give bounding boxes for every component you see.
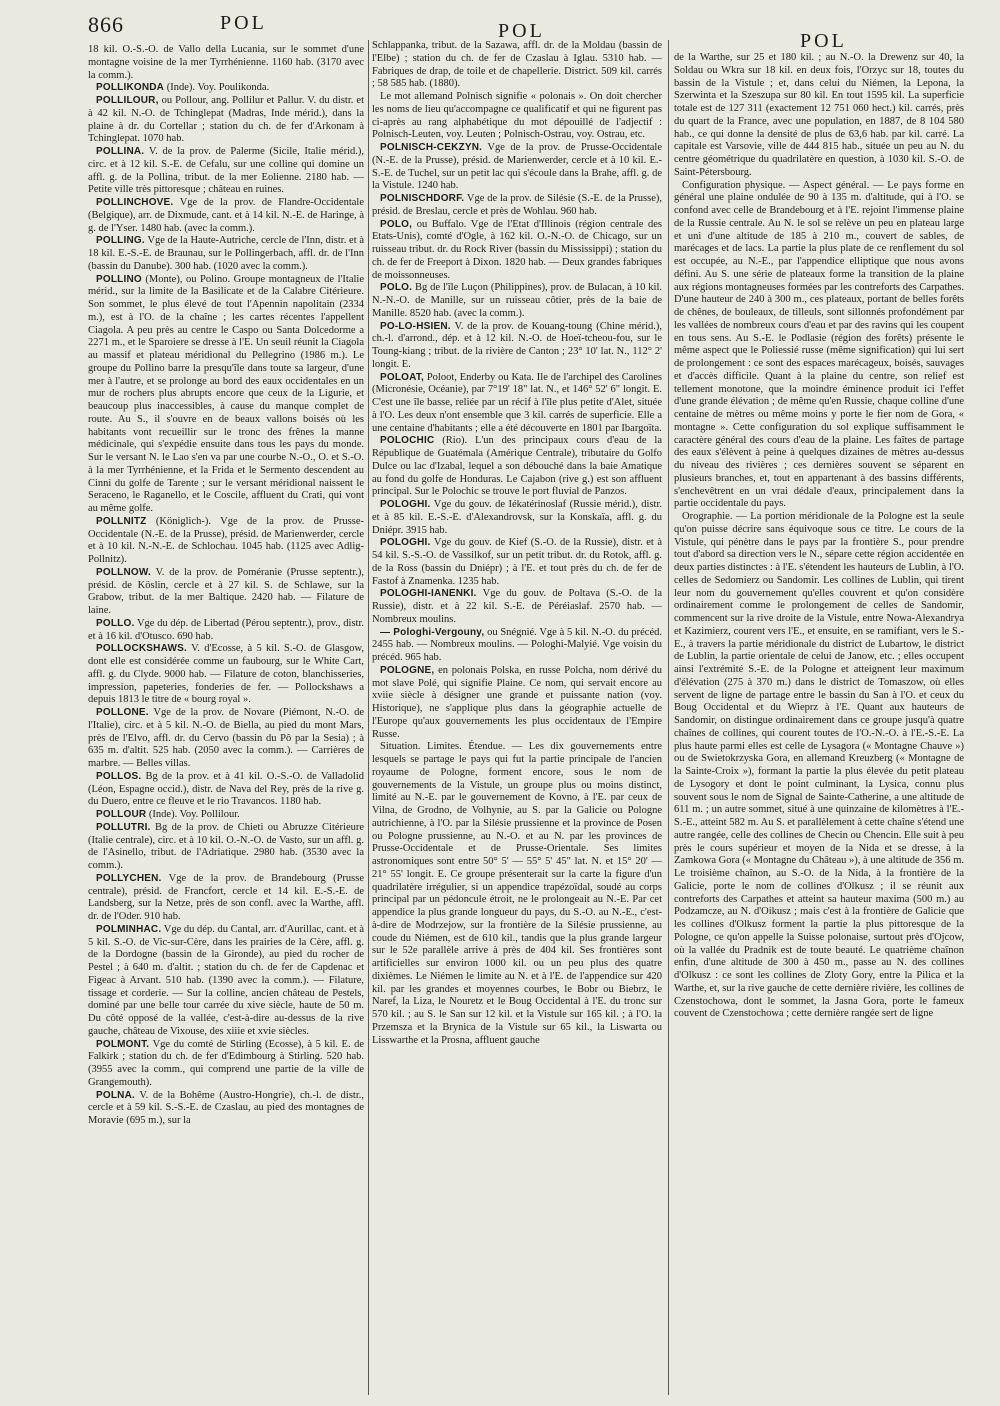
entry-headword: POLLOCKSHAWS.: [96, 643, 187, 655]
entry-text: Vge de la prov. de Novare (Piémont, N.-O. de l'Italie), circ. et à 5 kil. N.-O. de Biella, au pied du mont Mars, près de l'Elvo, affl. dr. du Cervo (bassin du Pô par la Sesia) ; à 635 m. d'altit. 525 hab. (2050 avec la comm.). — Carrières de marbre. — Belles villas.: [88, 707, 364, 769]
entry-headword: POLO,: [380, 218, 413, 230]
entry-headword: POLNISCH-CEKZYN.: [380, 142, 483, 153]
entry-headword: POLNA.: [96, 1089, 135, 1101]
entry-text: de la Warthe, sur 25 et 180 kil. ; au N.-O. la Drewenz sur 40, la Soldau ou Wkra sur 18 kil. en deux fois, l'Orzyc sur 18, toutes du bassin de la Vistule ; et, dans celui du Niémen, la Lepona, la Szerwinta et la Szeszupa sur 80 kil. En tout 1595 kil. La superficie totale est de 127 311 (exactement 12 751 060 hect.) kil. carrés, près du quart de la France, avec une population, en 1887, de 8 104 580 hab., ce qui donne la densité de plus de 63,6 hab. par kil. carré. La capitale est Varsovie, ville de 444 815 hab., située un peu au N. du centre géométrique du quadrilatère en question, à 1030 kil. S.-O. de Saint-Pétersbourg.: [674, 52, 964, 178]
text-column-2: [372, 40, 662, 1390]
dictionary-entry: [372, 91, 662, 142]
entry-text: (Monte), ou Polino. Groupe montagneux de l'Italie mérid., sur la limite de la Basilicate et de la Calabre Citérieure. Son sommet, le plus élevé de tout l'Apennin napolitain (2334 m.), est à l'O. de la chaîne ; les cartes récentes l'appellent Ciagola. A peu près au centre le Caspo ou Santa Dolcedorme a 2271 m., et le Sparoiere se dresse à l'E. Un seuil réunit la Ciagola au massif et plateau méridional du Pellegrino (1986 m.). Le groupe du Pollino barre la presqu'île dans toute sa largeur, d'une mer à l'autre, et se prolonge au bord des eaux occidentales en un mur de rochers plus abrupts encore que ceux de la Ligurie, et beaucoup plus inaccessibles, à cause du manque complet de route. Au S., il s'ouvre en de beaux vallons boisés où les habitants vont recueillir sur le tronc des frênes la manne médicinale, qui s'expédie ensuite dans tous les pays du monde. Sur le versant N. le Lao s'en va par une courbe N.-O., O. et S.-O. à la mer Tyrrhénienne, et la Frida et le Sermento descendent au Cinni du golfe de Tarente ; sur le versant méridional naissent le Seraceno, le Raganello, et le Coscile, affluent du Crati, qui vont au même golfe.: [88, 273, 364, 514]
dictionary-entry: [88, 873, 364, 924]
entry-headword: POLLIKONDA: [96, 82, 165, 94]
page-number: 866: [88, 12, 124, 37]
dictionary-entry: [88, 1039, 364, 1090]
dictionary-entry: [88, 197, 364, 235]
entry-text: Vge de la prov. de Flandre-Occidentale (Belgique), arr. de Dixmude, cant. et à 14 kil. N.-E. de Haringe, à g. de l'Yser. 1480 hab. (avec la comm.).: [88, 197, 364, 234]
column-rule: [368, 40, 369, 1395]
dictionary-entry: [88, 95, 364, 146]
entry-text: en polonais Polska, en russe Polcha, nom dérivé du mot slave Polé, qui signifie Plaine. Ce nom, qui servait encore au xviie siècle à désigner une grande et puissante nation (voy. Historique), ne s'applique plus dans la géographie actuelle de l'Europe qu'aux gouvernements les plus occidentaux de l'Empire Russe.: [372, 664, 662, 740]
dictionary-entry: [88, 1090, 364, 1128]
dictionary-entry: [372, 665, 662, 742]
dictionary-entry: [372, 372, 662, 436]
entry-headword: POLLO.: [96, 617, 135, 629]
entry-headword: POLOGHI-IANENKI.: [380, 588, 477, 600]
entry-text: (Inde). Voy. Poulikonda.: [166, 82, 270, 94]
entry-text: Schlappanka, tribut. de la Sazawa, affl. dr. de la Moldau (bassin de l'Elbe) ; station du ch. de fer de Czaslau à Iglau. 5310 hab. — Fabriques de drap, de toile et de chapellerie. District. 509 kil. carrés ; 58 585 hab. (1880).: [372, 40, 662, 90]
dictionary-entry: [88, 567, 364, 618]
entry-headword: POLLILOUR,: [96, 95, 159, 106]
entry-text: V. d'Ecosse, à 5 kil. S.-O. de Glasgow, dont elle est considérée comme un faubourg, sur le White Cart, affl. g. du Clyde. 9000 hab. — Filature de coton, blanchisseries, impression, papeteries, fonderies de fer. — Pollockshaws a depuis 1813 le titre de « bourg royal ».: [88, 643, 364, 706]
entry-text: Orographie. — La portion méridionale de la Pologne est la seule qu'on puisse décrire sans équivoque sous ce titre. Le cours de la Vistule, qui pénètre dans le pays par la frontière S., pour prendre tout d'abord sa direction vers le N., sépare cette région accidentée en deux parties distinctes : à l'E. s'étendent les hauteurs de Lublin, à l'O. celles de Sedomierz ou Sandomir. Les collines de Lublin, qui tirent leur nom du gouvernement qu'elles couvrent et qu'on considère ordinairement comme le prolongement de celles de Sandomir, commencent sur la rive droite de la Vistule, entre Nowa-Alexandrya et Kazimierz, courent vers l'E., et ensuite, en se ramifiant, vers le S.-E., à travers la partie méridionale du district de Lubartow, le district de Lublin, la partie orientale de celui de Janow, etc. ; elles occupent ainsi l'extrémité S.-E. de la Pologne et atteignent leur maximum d'élévation (275 à 370 m.) dans le district de Tomaszow, où elles servent de ligne de partage entre le bassin du San à l'O. et ceux du Boug Occidental et du Wieprz à l'E. Quant aux hauteurs de Sandomir, on distingue ordinairement dans ce groupe jusqu'à quatre chaînes de collines, qui courent toutes de l'O.-N.-O. à l'E.-S.-E. La plus haute parmi elles est celle de Lysagora (« Montagne Chauve ») ou de Swietokrzyska Gora, en allemand Kreuzberg (« Montagne de la Sainte-Croix »), formant la partie la plus élevée du petit plateau de Lysogory et dont le point culminant, la Lysica, connu plus souvent sous le nom de Signal de Sainte-Catherine, a une altitude de 611 m. ; un autre sommet, situé à une quinzaine de kilomètres à l'E.-S.-E., atteint 582 m. Au S. et parallèlement à cette chaîne s'étend une autre rangée, celle des collines de Checin ou Chencin. Elle suit à peu près le cours supérieur et moyen de la Nida et se dresse, à la Zamkowa Gora (« Montagne du Château »), à une altitude de 356 m. Le troisième chaînon, au S.-O. de la Nida, à la frontière de la Galicie, porte le nom de collines d'Olkusz ; il se réunit aux contreforts des Carpathes et atteint sa hauteur maxima (500 m.) au Podzamcze, au N. d'Oikusz ; mais c'est à la frontière de Galicie que les collines d'Olkusz forment la partie la plus pittoresque de la Pologne, ce qu'on appelle la Suisse polonaise, surtout près d'Ojcow, où la vallée du Pradnik est de toute beauté. Le quatrième chaînon enfin, d'une altitude de 300 à 450 m., passe au N. des collines d'Olkusz : ce sont les collines de Zloty Gory, entre la Pilica et la Warthe, et, sur la rive gauche de cette dernière rivière, les collines de Czenstochowa, dont le sommet, la Jasna Gora, porte le fameux couvent de Czenstochowa ; cette dernière rangée sert de ligne: [674, 511, 964, 1020]
dictionary-entry: [674, 180, 964, 512]
entry-headword: POLLINO: [96, 273, 142, 285]
entry-text: Bg de la prov. de Chieti ou Abruzze Citérieure (Italie centrale), circ. et à 10 kil. O.-N.-O. de Vasto, sur un affl. g. de l'Asinello, tribut. de l'Adriatique. 2980 hab. (3530 avec la comm.).: [88, 821, 364, 871]
entry-headword: POLOGHI.: [380, 537, 431, 549]
dictionary-entry: [88, 643, 364, 707]
entry-headword: POLOCHIC: [380, 435, 435, 447]
dictionary-entry: [372, 741, 662, 1047]
entry-headword: POLLINA.: [96, 146, 145, 157]
dictionary-entry: [88, 809, 364, 822]
entry-text: (Rio). L'un des principaux cours d'eau de la République de Guatémala (Amérique Centrale), tributaire du Golfo Dulce ou lac d'Izabal, lequel a son débouché dans la baie Amatique au fond du golfe de Honduras. Le Cajabon (rive g.) est son affluent principal. Sur le Polochic se trouve le port fluvial de Panzos.: [372, 435, 662, 498]
entry-text: (Inde). Voy. Pollilour.: [148, 809, 240, 820]
entry-text: Vge du dép. du Cantal, arr. d'Aurillac, cant. et à 5 kil. S.-O. de Vic-sur-Cère, dans les prairies de la Cère, affl. g. de la Dordogne (bassin de la Gironde), au pied du rocher de Pestel ; à 640 m. d'altit. ; station du ch. de fer de Capdenac et Figeac à Arvant. 510 hab. (1390 avec la comm.). — Filature, tissage et corderie. — Sur la colline, ancien château de Pestels, dominé par une belle tour carrée du xive siècle, haute de 50 m. Du côté opposé de la vallée, c'est-à-dire au-dessus de la rive gauche, château de Vixouse, des xiiie et xvie siècles.: [88, 923, 364, 1037]
entry-headword: POLLYCHEN.: [96, 872, 162, 884]
entry-text: V. de la prov. de Palerme (Sicile, Italie mérid.), circ. et à 12 kil. S.-E. de Cefalu, sur une colline qui domine un affl. g. de la Pollina, tribut. de la mer Eolienne. 2180 hab. — Petite ville très pittoresque ; château en ruines.: [88, 146, 364, 196]
dictionary-entry: [88, 516, 364, 567]
dictionary-entry: [372, 588, 662, 626]
entry-headword: POLLUTRI.: [96, 821, 151, 833]
entry-text: ou Buffalo. Vge de l'Etat d'Illinois (région centrale des Etats-Unis), comté d'Ogle, à 162 kil. O.-N.-O. de Chicago, sur un ruisseau tribut. dr. du Rock River (bassin du Mississippi) ; station du ch. de fer de Freeport à Dixon. 1820 hab. — Deux grandes fabriques de moissonneuses.: [372, 218, 662, 281]
entry-text: Vge de la Haute-Autriche, cercle de l'Inn, distr. et à 18 kil. E.-S.-E. de Braunau, sur le Pollingerbach, affl. dr. de l'Inn (bassin du Danube). 300 hab. (1020 avec la comm.).: [88, 235, 364, 272]
column-rule: [668, 40, 669, 1395]
entry-text: Configuration physique. — Aspect général. — Le pays forme en général une plaine ondulée de 90 à 135 m. d'altitude, qui à l'O. se confond avec celle de Brandebourg et à l'E. rejoint l'immense plaine de la Russie centrale. Au N. le sol se relève un peu en plateau large et uni d'une altitude de 185 à 210 m., couvert de sables, de marécages et de lacs. La partie la plus plate de ce renflement du sol est occupée, au N.-E., par l'appendice elliptique que nous avons défini. Au S. une série de plateaux forme la transition de la plaine aux régions montagneuses formées par les contreforts des Carpathes. D'une hauteur de 240 à 300 m., ces plateaux, portant de belles forêts de chênes, de bouleaux, de tilleuls, sont sillonnés profondément par les vallées de nombreux cours d'eau et par des ravins qui les coupent en tous sens. Au S.-E. le Podlasie (région des forêts) présente le même aspect que le Poliessié russe (même signification) qui lui sert de prolongement : ce sont des espaces marécageux, boisés, sauvages et d'accès difficile. Quant à la plaine du centre, son relief est tellement monotone, que la moindre éminence produit ici l'effet d'une grande élévation ; de même qu'en Russie, chaque colline d'une centaine de mètres ou même moins y porte le fier nom de Gora, « montagne ». Cette configuration du sol explique suffisamment le caractère général des cours d'eau de la plaine. Les faîtes de partage des eaux s'élèvent à peine à quelques dizaines de mètres au-dessus du niveau des rivières ; ces dernières souvent se séparent en plusieurs branches, et, tout en appartenant à des bassins différents, s'enchevêtrent en un vrai dédale d'eaux, principalement dans la partie occidentale du pays.: [674, 179, 964, 510]
entry-text: Bg de l'île Luçon (Philippines), prov. de Bulacan, à 10 kil. N.-N.-O. de Manille, sur un ruisseau côtier, près de la baie de Manille. 8520 hab. (avec la comm.).: [372, 282, 662, 319]
running-head-center: POL: [498, 20, 545, 42]
dictionary-entry: [372, 321, 662, 372]
entry-headword: POLMINHAC.: [96, 923, 162, 935]
entry-text: ou Snégnié. Vge à 5 kil. N.-O. du précéd. 2455 hab. — Nombreux moulins. — Pologhi-Malyié. Vge voisin du précéd. 965 hab.: [372, 626, 662, 663]
entry-text: Vge du dép. de Libertad (Pérou septentr.), prov., distr. et à 16 kil. d'Otusco. 690 hab.: [88, 617, 364, 642]
dictionary-entry: [88, 618, 364, 644]
dictionary-entry: [88, 707, 364, 771]
text-column-1: [88, 44, 364, 1394]
text-column-3: [674, 52, 964, 1402]
dictionary-entry: [372, 499, 662, 537]
entry-text: Poloot, Enderby ou Kata. Ile de l'archipel des Carolines (Micronésie, Océanie), par 7°19' 18" lat. N., et 146° 52' 6" longit. E. C'est une île basse, reliée par un récif à l'île plus petite d'Alet, située à l'O. Les deux n'ont ensemble que 3 kil. carrés de superficie. Elle a une centaine d'habitants ; elle a été découverte en 1801 par Ibargoïta.: [372, 371, 662, 434]
entry-headword: POLLNOW.: [96, 566, 151, 578]
running-head-left: POL: [220, 12, 267, 34]
entry-text: V. de la Bohême (Austro-Hongrie), ch.-l. de distr., cercle et à 59 kil. S.-S.-E. de Czaslau, au pied des montagnes de Moravie (695 m.), sur la: [88, 1089, 364, 1126]
entry-text: Vge de la prov. de Brandebourg (Prusse centrale), présid. de Francfort, cercle et 14 kil. E.-S.-E. de Landsberg, sur la Netze, près de son confl. avec la Warthe, affl. dr. de l'Oder. 910 hab.: [88, 872, 364, 922]
dictionary-entry: [674, 511, 964, 1021]
entry-headword: POLLONE.: [96, 707, 149, 718]
dictionary-entry: [372, 282, 662, 320]
running-head-right: POL: [800, 30, 847, 52]
entry-headword: PO-LO-HSIEN.: [380, 320, 451, 332]
dictionary-entry: [88, 235, 364, 273]
dictionary-entry: [88, 822, 364, 873]
dictionary-entry: [88, 44, 364, 82]
entry-text: Situation. Limites. Étendue. — Les dix gouvernements entre lesquels se partage le pays qui fut la partie principale de l'ancien royaume de Pologne, forment encore, sous le nom de gouvernements de la Vistule, un groupe plus ou moins distinct, limité au N.-E. par le gouvernement de Kovno, à l'E. par ceux de Vilna, de Grodno, de Volhynie, au S. par la Galicie ou Pologne autrichienne, à l'O. par la Silésie prussienne et la province de Posen ou Pologne prussienne, au N.-O. et au N. par les provinces de Prusse-Occidentale et de Prusse-Orientale. Ses limites astronomiques sont entre 50° 5' — 55° 5' 45" lat. N. et 15° 20' — 21° 55' longit. E. Ce groupe présenterait sur la carte la figure d'un quadrilatère irrégulier, si un appendice trapézoïdal, soudé au corps principal par un pédoncule étroit, ne le prolongeait au N.-E. Par cet appendice la plus grande longueur du pays, du S.-O. au N.-E., c'est-à-dire de Modrzejow, sur la frontière de la Silésie prussienne, au coude du Niémen, est de 610 kil., tandis que la plus grande largeur sur le 52e parallèle arrive à près de 404 kil. Ses frontières sont artificielles sur environ 1000 kil. ou un peu plus des quatre dixièmes. Le Niémen le limite au N. et à l'E. de l'appendice sur 420 kil. par les grandes et moyennes courbes, le Bobr ou Biebrz, le Naref, la Liza, le Nouretz et le Boug Occidental à l'E. du tronc sur 570 kil. ; au S. le San sur 12 kil. et la Vistule sur 165 kil. ; à l'O. la Przemsza et la Brynica de la Vistule sur 65 kil., la Liswarta ou Lisswarthe et la Prosna, affluent gauche: [372, 741, 662, 1046]
entry-headword: POLNISCHDORF.: [380, 193, 465, 204]
dictionary-entry: [372, 193, 662, 219]
entry-headword: POLLINCHOVE.: [96, 197, 174, 208]
entry-headword: POLO.: [380, 282, 413, 294]
entry-text: Vge de la prov. de Silésie (S.-E. de la Prusse), présid. de Breslau, cercle et près de Wohlau. 960 hab.: [372, 193, 662, 217]
entry-text: Vge du gouv. de Kief (S.-O. de la Russie), distr. et à 54 kil. S.-S.-O. de Vassilkof, sur un petit tribut. dr. du Rotok, affl. g. de la Ross (bassin du Dniépr) ; à l'E. et tout près du ch. de fer de Fastof à Znamenka. 1235 hab.: [372, 537, 662, 587]
entry-text: (Königlich-). Vge de la prov. de Prusse-Occidentale (N.-E. de la Prusse), présid. de Marienwerder, cercle et à 10 kil. N.-N.-E. de Schlochau. 1045 hab. (1125 avec Adlig-Pollnitz).: [88, 515, 364, 565]
dictionary-entry: [88, 924, 364, 1039]
dictionary-entry: [372, 627, 662, 665]
entry-text: Vge du gouv. de Poltava (S.-O. de la Russie), distr. et à 22 kil. S.-E. de Péréiaslaf. 2570 hab. — Nombreux moulins.: [372, 588, 662, 625]
entry-text: Vge du gouv. de Iékatérinoslaf (Russie mérid.), distr. et à 85 kil. E.-S.-E. d'Alexandrovsk, sur la Konskaïa, affl. g. du Dniépr. 3915 hab.: [372, 499, 662, 536]
entry-headword: POLLOS.: [96, 770, 142, 782]
entry-text: 18 kil. O.-S.-O. de Vallo della Lucania, sur le sommet d'une montagne voisine de la mer Tyrrhénienne. 1160 hab. (3170 avec la comm.).: [88, 44, 364, 81]
entry-headword: — Pologhi-Vergouny,: [380, 626, 485, 638]
dictionary-entry: [372, 142, 662, 193]
dictionary-entry: [372, 40, 662, 91]
dictionary-entry: [674, 52, 964, 180]
entry-text: V. de la prov. de Poméranie (Prusse septentr.), présid. de Köslin, cercle et à 27 kil. S. de Schlawe, sur la Grabow, tribut. de la mer Baltique. 2420 hab. — Filature de laine.: [88, 566, 364, 616]
entry-text: Le mot allemand Polnisch signifie « polonais ». On doit chercher les noms de lieu qu'accompagne ce qualificatif et qui ne figurent pas ci-après au rang alphabétique du mot dépouillé de l'adjectif : Polnisch-Leuten, voy. Leuten ; Polnisch-Ostrau, voy. Ostrau, etc.: [372, 91, 662, 141]
dictionary-entry: [372, 435, 662, 499]
entry-headword: POLLOUR: [96, 809, 147, 820]
entry-text: Bg de la prov. et à 41 kil. O.-S.-O. de Valladolid (Léon, Espagne occid.), distr. de Nava del Rey, près de la rive g. du Duero, entre ce fleuve et le rio Travancos. 1180 hab.: [88, 770, 364, 808]
entry-text: ou Pollour, ang. Pollilur et Pallur. V. du distr. et à 42 kil. N.-O. de Tchinglepat (Madras, Inde mérid.), dans la plaine à dr. du Cortellar ; station du ch. de fer d'Arkonam à Tchinglepat. 1070 hab.: [88, 95, 364, 145]
dictionary-entry: [88, 146, 364, 197]
dictionary-entry: [88, 274, 364, 516]
entry-headword: POLOGHI.: [380, 499, 431, 510]
dictionary-entry: [372, 537, 662, 588]
entry-headword: POLOGNE,: [380, 664, 435, 676]
entry-text: Vge de la prov. de Prusse-Occidentale (N.-E. de la Prusse), présid. de Marienwerder, cercle et à 10 kil. E.-S.-E. de Tuchel, sur un petit lac qui s'écoule dans la Brahe, affl. g. de la Vistule. 1240 hab.: [372, 142, 662, 192]
entry-headword: POLOAT,: [380, 371, 424, 383]
dictionary-entry: [88, 771, 364, 809]
entry-headword: POLLNITZ: [96, 515, 147, 527]
dictionary-entry: [372, 219, 662, 283]
entry-text: V. de la prov. de Kouang-toung (Chine mérid.), ch.-l. d'arrond., dép. et à 12 kil. N.-O. de Hoeï-tcheou-fou, sur le Toung-kiang ; tribut. de la rivière de Canton ; 23° 10' lat. N., 112° 2' longit. E.: [372, 320, 662, 370]
dictionary-entry: [88, 82, 364, 95]
entry-text: Vge du comté de Stirling (Ecosse), à 5 kil. E. de Falkirk ; station du ch. de fer d'Edimbourg à Stirling. 520 hab. (3955 avec la comm., qui comprend une partie de la ville de Grangemouth).: [88, 1038, 364, 1088]
entry-headword: POLLING.: [96, 235, 145, 247]
entry-headword: POLMONT.: [96, 1038, 150, 1050]
